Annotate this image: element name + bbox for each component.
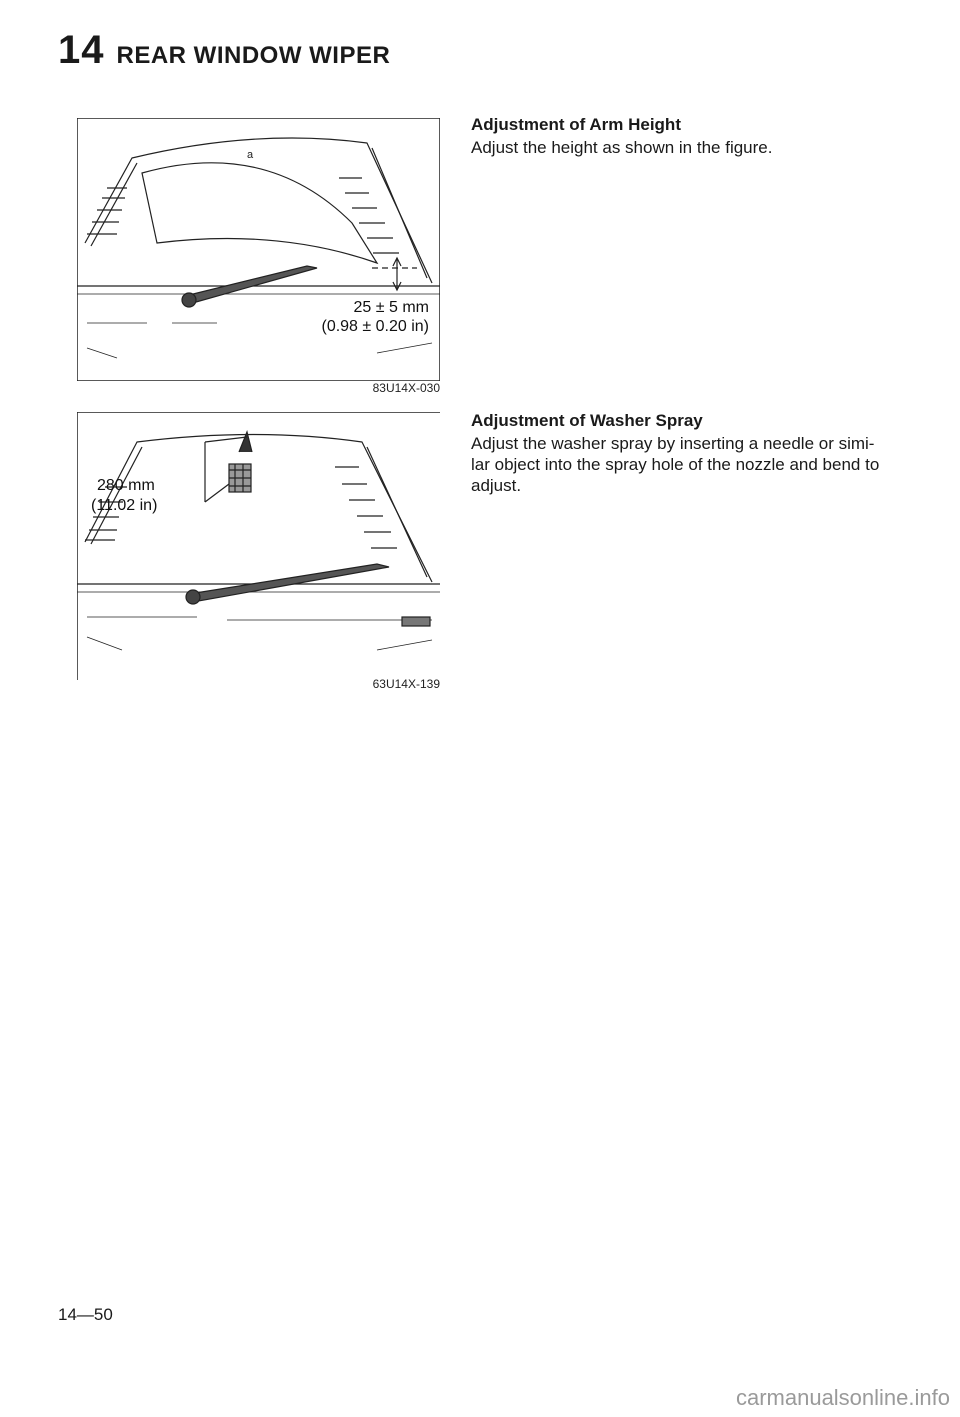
section-arm-height <box>471 115 891 158</box>
section-body: Adjust the height as shown in the figure. <box>471 138 773 157</box>
figure-code: 83U14X-030 <box>372 381 440 395</box>
washer-spray-illustration <box>77 412 440 680</box>
figure-code: 63U14X-139 <box>372 677 440 691</box>
callout-mm: 25 ± 5 mm <box>353 299 429 316</box>
chapter-number: 14 <box>58 28 105 72</box>
section-heading: Adjustment of Washer Spray <box>471 411 703 430</box>
figure-arm-height <box>77 118 440 393</box>
callout-in: (0.98 ± 0.20 in) <box>321 318 429 335</box>
page-number: 14—50 <box>58 1305 113 1324</box>
callout-mm: 280 mm <box>97 477 155 494</box>
callout-in: (11.02 in) <box>91 497 158 514</box>
figure-washer-spray <box>77 412 440 692</box>
chapter-title: REAR WINDOW WIPER <box>116 42 391 69</box>
watermark: carmanualsonline.info <box>735 1385 950 1410</box>
section-washer-spray <box>471 411 891 496</box>
arm-height-illustration <box>77 118 440 381</box>
chapter-header <box>58 28 390 73</box>
section-body: Adjust the washer spray by inserting a needle or simi-lar object into the spray hole of the nozzle and bend to adjust. <box>471 434 880 495</box>
marker-label: a <box>247 149 254 161</box>
section-heading: Adjustment of Arm Height <box>471 115 681 134</box>
